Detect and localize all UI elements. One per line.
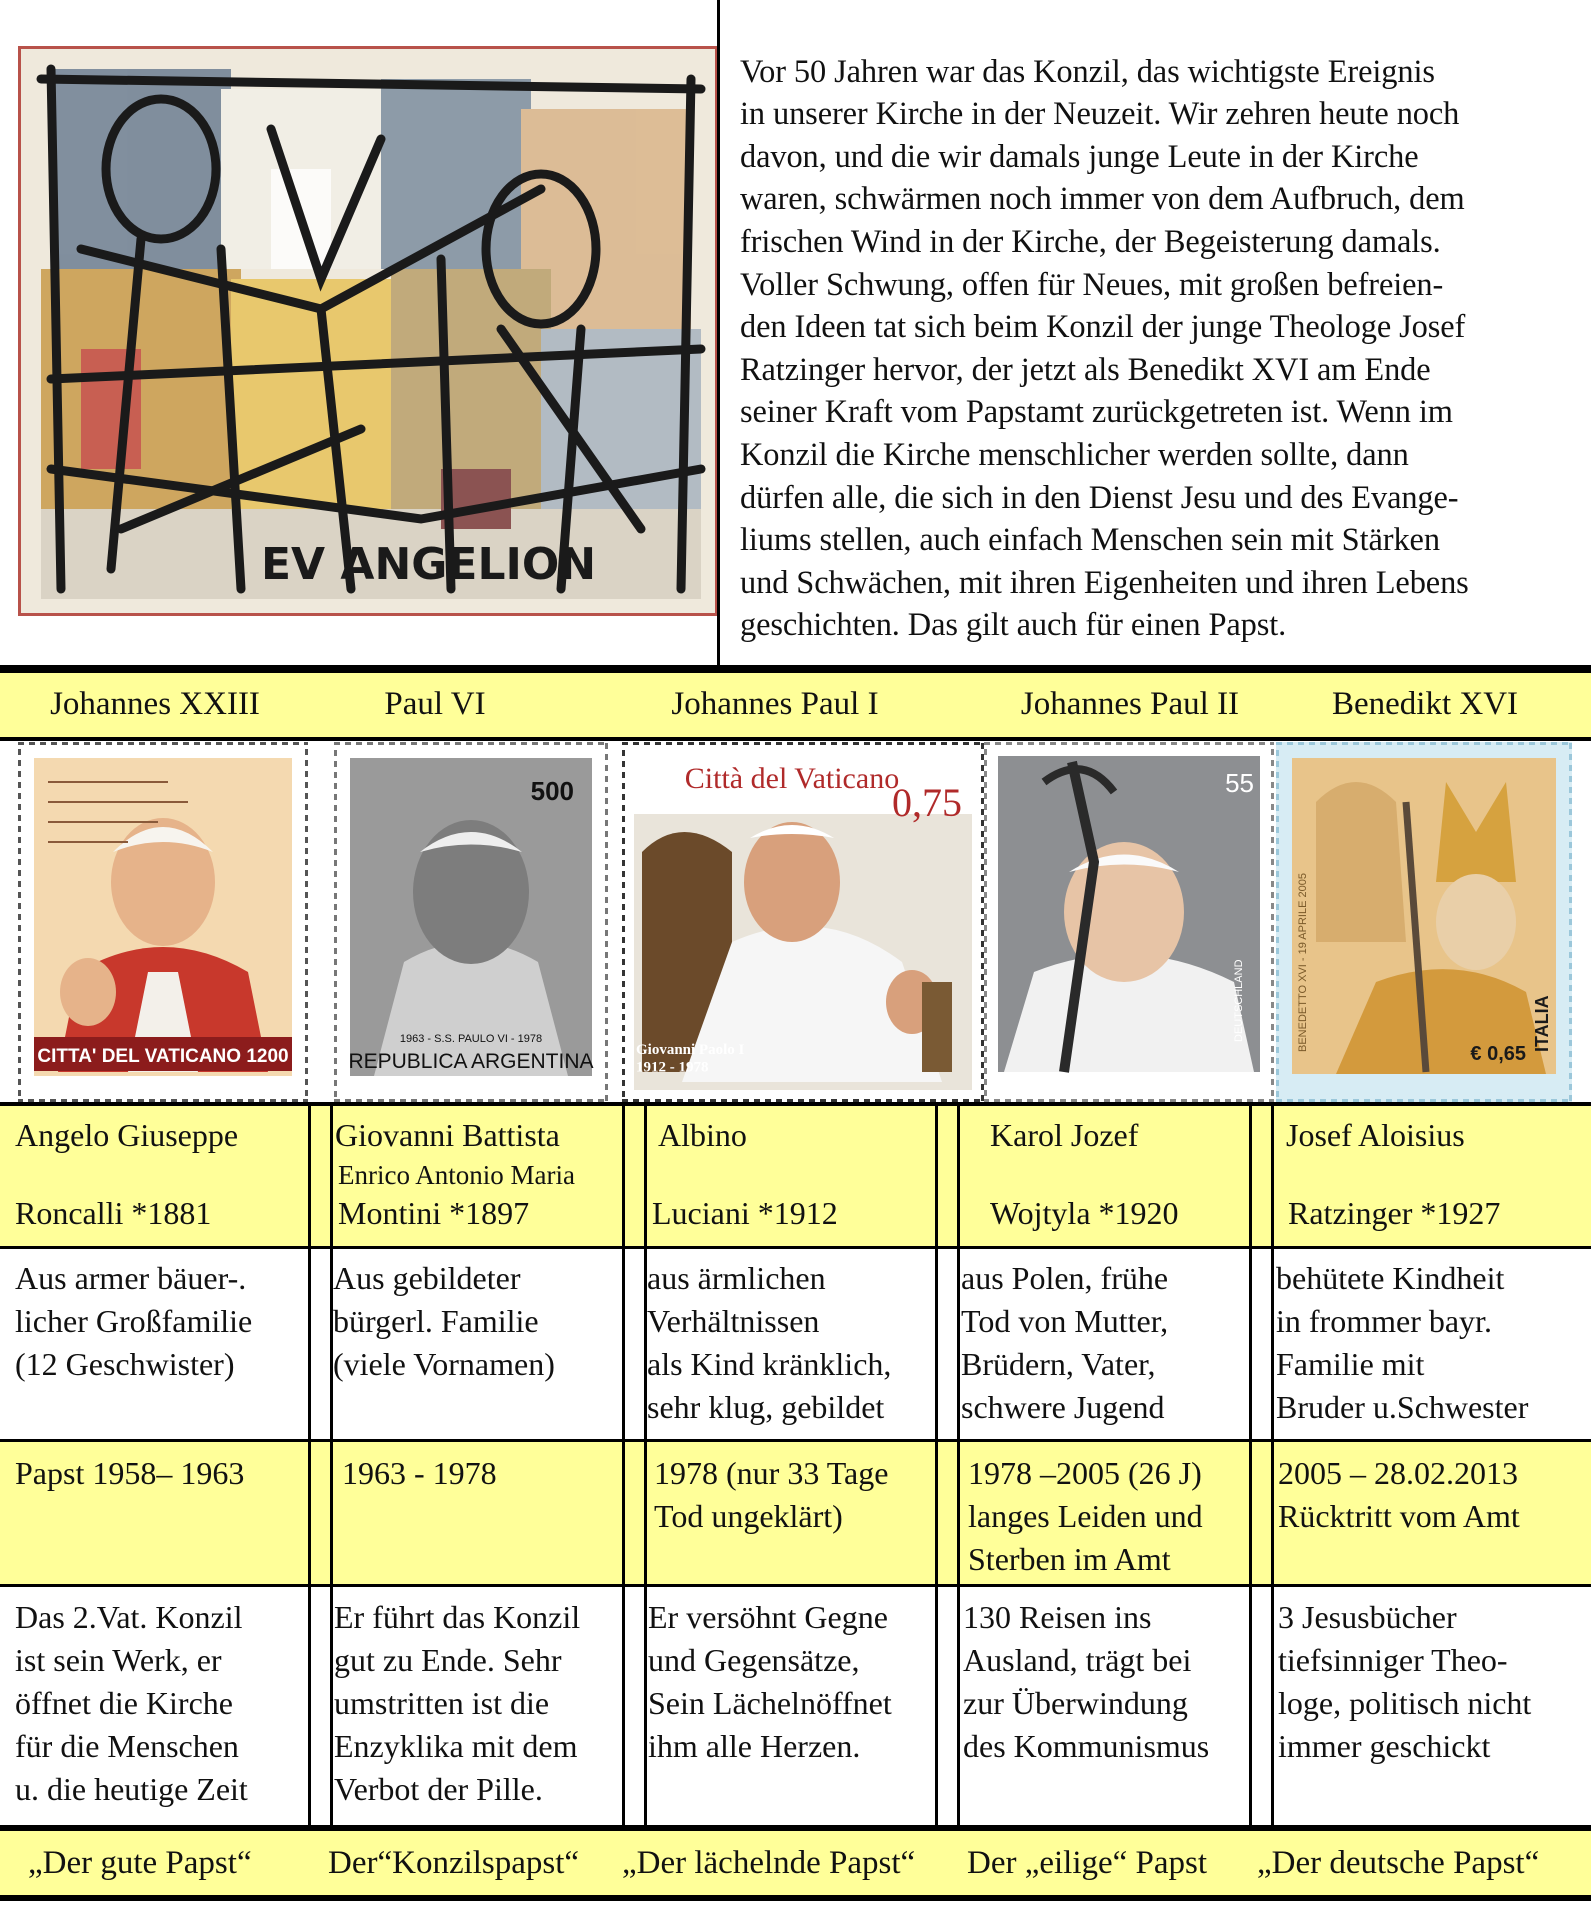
stamp-johannes-paul-i	[622, 742, 984, 1102]
pontificate-montini: 1963 - 1978	[342, 1455, 497, 1491]
pontificate-luciani: 1978 (nur 33 Tage Tod ungeklärt)	[654, 1455, 889, 1534]
background-montini: Aus gebildeter bürgerl. Familie (viele Vornamen)	[333, 1260, 555, 1382]
col-rule	[330, 1102, 333, 1825]
rule-bottom	[0, 1895, 1591, 1901]
legacy-roncalli: Das 2.Vat. Konzil ist sein Werk, er öffnet die Kirche für die Menschen u. die heutige Zeit	[15, 1599, 248, 1807]
given-names-luciani: Albino	[658, 1117, 747, 1153]
legacy-ratzinger: 3 Jesusbücher tiefsinniger Theo- loge, politisch nicht immer geschickt	[1278, 1599, 1532, 1764]
legacy-montini: Er führt das Konzil gut zu Ende. Sehr umstritten ist die Enzyklika mit dem Verbot der Pille.	[334, 1599, 581, 1807]
stamp-paul-vi	[334, 742, 608, 1102]
col-rule	[1249, 1102, 1252, 1825]
svg-text:EV ANGELION: EV ANGELION	[261, 539, 597, 590]
background-ratzinger: behütete Kindheit in frommer bayr. Familie mit Bruder u.Schwester	[1276, 1260, 1529, 1425]
rule-under-header	[0, 737, 1591, 741]
background-roncalli: Aus armer bäuer-. licher Großfamilie (12 Geschwister)	[15, 1260, 253, 1382]
top-vertical-divider	[717, 0, 720, 666]
svg-text:ITALIA: ITALIA	[1532, 995, 1552, 1052]
pontificate-wojtyla: 1978 –2005 (26 J) langes Leiden und Sterben im Amt	[968, 1455, 1203, 1577]
svg-text:Giovanni Paolo I1912 - 1978: Giovanni Paolo I 1912 - 1978	[636, 1042, 745, 1076]
pope-header-johannes-paul-i: Johannes Paul I	[671, 686, 879, 722]
rule-under-background	[0, 1439, 1591, 1442]
background-luciani: aus ärmlichen Verhältnissen als Kind kränklich, sehr klug, gebildet	[647, 1260, 892, 1425]
svg-text:0,75: 0,75	[892, 780, 962, 825]
rule-under-pontificate	[0, 1584, 1591, 1587]
svg-text:REPUBLICA ARGENTINA: REPUBLICA ARGENTINA	[348, 1050, 594, 1073]
intro-paragraph: Vor 50 Jahren war das Konzil, das wichtigste Ereignis in unserer Kirche in der Neuzeit. Wir zehren heute noch davon, und die wir damals junge Leute in der Kirche waren, schwärmen noch immer von dem Aufbruch, dem frischen Wind in der Kirche, der Begeisterung damals. Voller Schwung, offen für Neues, mit großen befreien- den Ideen tat sich beim Konzil der junge Theologe Josef Ratzinger hervor, der jetzt als Benedikt XVI am Ende seiner Kraft vom Papstamt zurückgetreten ist. Wenn im Konzil die Kirche menschlicher werden sollte, dann dürfen alle, die sich in den Dienst Jesu und des Evange- liums stellen, auch einfach Menschen sein mit Stärken und Schwächen, mit ihren Eigenheiten und ihren Lebens geschichten. Das gilt auch für einen Papst.	[740, 53, 1469, 644]
pope-header-benedikt-xvi: Benedikt XVI	[1331, 686, 1519, 722]
svg-text:CITTA' DEL VATICANO 1200: CITTA' DEL VATICANO 1200	[37, 1046, 289, 1067]
given-names-montini: Giovanni Battista	[335, 1117, 560, 1153]
nickname-paul-vi: Der“Konzilspapst“	[328, 1845, 580, 1881]
background-wojtyla: aus Polen, frühe Tod von Mutter, Brüdern, Vater, schwere Jugend	[961, 1260, 1169, 1425]
col-rule	[622, 1102, 625, 1825]
rule-under-stamps	[0, 1102, 1591, 1106]
col-rule	[957, 1102, 960, 1825]
given-names-wojtyla: Karol Jozef	[990, 1117, 1139, 1153]
pope-header-johannes-xxiii: Johannes XXIII	[50, 686, 260, 722]
svg-text:Città del Vaticano: Città del Vaticano	[684, 762, 900, 795]
pope-header-johannes-paul-ii: Johannes Paul II	[1020, 686, 1240, 722]
painting-image	[21, 49, 715, 613]
pope-header-paul-vi: Paul VI	[384, 686, 486, 722]
col-rule	[1271, 1102, 1274, 1825]
surname-roncalli: Roncalli *1881	[15, 1195, 212, 1231]
surname-luciani: Luciani *1912	[652, 1195, 838, 1231]
surname-montini: Montini *1897	[338, 1195, 530, 1231]
nickname-johannes-paul-ii: Der „eilige“ Papst	[967, 1845, 1208, 1881]
painting-evangelion	[18, 46, 718, 616]
pontificate-ratzinger: 2005 – 28.02.2013 Rücktritt vom Amt	[1278, 1455, 1520, 1534]
svg-text:DEUTSCHLAND: DEUTSCHLAND	[1233, 959, 1245, 1042]
rule-top	[0, 665, 1591, 673]
svg-text:55: 55	[1225, 768, 1254, 798]
col-rule	[308, 1102, 311, 1825]
svg-text:500: 500	[530, 776, 574, 806]
svg-text:1963 - S.S. PAULO VI - 1978: 1963 - S.S. PAULO VI - 1978	[399, 1033, 543, 1045]
given-names-ratzinger: Josef Aloisius	[1286, 1117, 1465, 1153]
stamp-johannes-paul-ii	[984, 742, 1274, 1102]
stamp-johannes-xxiii	[18, 742, 308, 1102]
extra-names-montini: Enrico Antonio Maria	[338, 1160, 575, 1190]
col-rule	[935, 1102, 938, 1825]
svg-text:BENEDETTO XVI - 19 APRILE 2005: BENEDETTO XVI - 19 APRILE 2005	[1297, 873, 1309, 1052]
rule-under-names	[0, 1246, 1591, 1249]
given-names-roncalli: Angelo Giuseppe	[15, 1117, 239, 1153]
legacy-wojtyla: 130 Reisen ins Ausland, trägt bei zur Überwindung des Kommunismus	[963, 1599, 1210, 1764]
nickname-johannes-xxiii: „Der gute Papst“	[28, 1845, 252, 1881]
rule-under-legacy	[0, 1825, 1591, 1831]
surname-wojtyla: Wojtyla *1920	[990, 1195, 1179, 1231]
stamp-benedikt-xvi	[1276, 742, 1572, 1102]
legacy-luciani: Er versöhnt Gegne und Gegensätze, Sein Lächelnöffnet ihm alle Herzen.	[648, 1599, 892, 1764]
svg-text:€ 0,65: € 0,65	[1470, 1043, 1526, 1065]
col-rule	[644, 1102, 647, 1825]
pontificate-roncalli: Papst 1958– 1963	[15, 1455, 245, 1491]
nickname-benedikt-xvi: „Der deutsche Papst“	[1257, 1845, 1540, 1881]
surname-ratzinger: Ratzinger *1927	[1288, 1195, 1501, 1231]
nickname-johannes-paul-i: „Der lächelnde Papst“	[622, 1845, 916, 1881]
